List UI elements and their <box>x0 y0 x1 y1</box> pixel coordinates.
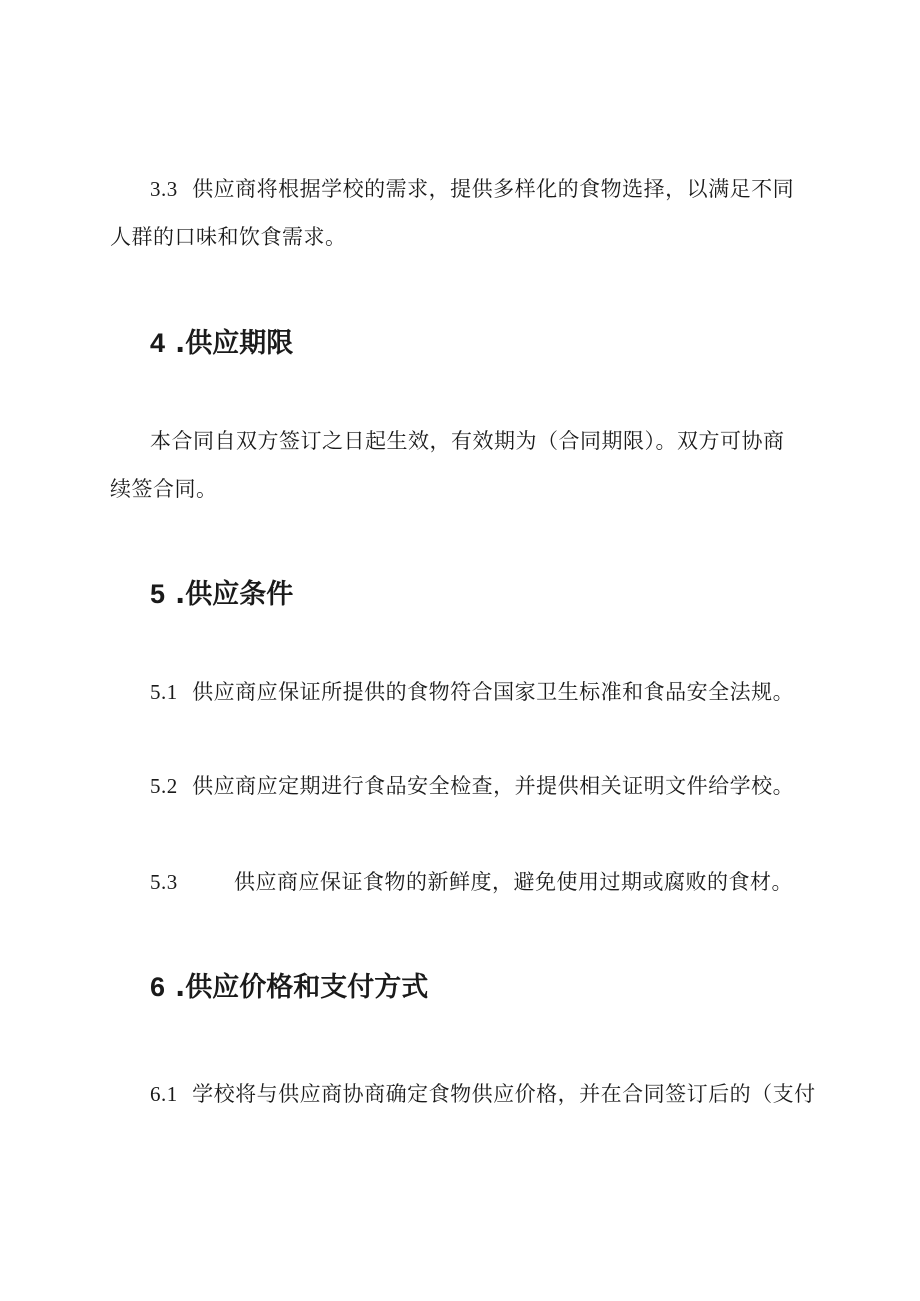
item-text: 供应商应保证所提供的食物符合国家卫生标准和食品安全法规。 <box>192 680 795 704</box>
item-5-2 <box>150 772 794 800</box>
item-5-3 <box>150 868 793 896</box>
item-number: 5.2 <box>150 774 178 798</box>
section-title: .供应期限 <box>175 328 294 359</box>
section-4-heading <box>150 326 293 361</box>
section-title: .供应条件 <box>175 579 294 610</box>
section-5-heading <box>150 577 293 612</box>
item-text: 学校将与供应商协商确定食物供应价格，并在合同签订后的（支付 <box>192 1082 816 1106</box>
item-number: 6.1 <box>150 1082 178 1106</box>
section-6-heading <box>150 970 428 1005</box>
section-number: 6 <box>150 972 166 1002</box>
item-number: 5.3 <box>150 870 178 894</box>
item-number: 3.3 <box>150 177 178 201</box>
section-title: .供应价格和支付方式 <box>175 972 429 1003</box>
paragraph-3-3-line-1 <box>150 175 794 203</box>
item-5-1 <box>150 678 794 706</box>
paragraph-4-line-1: 本合同自双方签订之日起生效，有效期为（合同期限）。双方可协商 <box>150 429 785 453</box>
paragraph-4-line-2: 续签合同。 <box>110 477 218 501</box>
paragraph-3-3-line-2: 人群的口味和饮食需求。 <box>110 225 347 249</box>
section-number: 5 <box>150 579 166 609</box>
item-text: 供应商应保证食物的新鲜度，避免使用过期或腐败的食材。 <box>234 870 793 894</box>
item-text: 供应商应定期进行食品安全检查，并提供相关证明文件给学校。 <box>192 774 795 798</box>
item-6-1 <box>150 1080 816 1108</box>
item-number: 5.1 <box>150 680 178 704</box>
item-text: 供应商将根据学校的需求，提供多样化的食物选择，以满足不同 <box>192 177 795 201</box>
section-number: 4 <box>150 328 166 358</box>
